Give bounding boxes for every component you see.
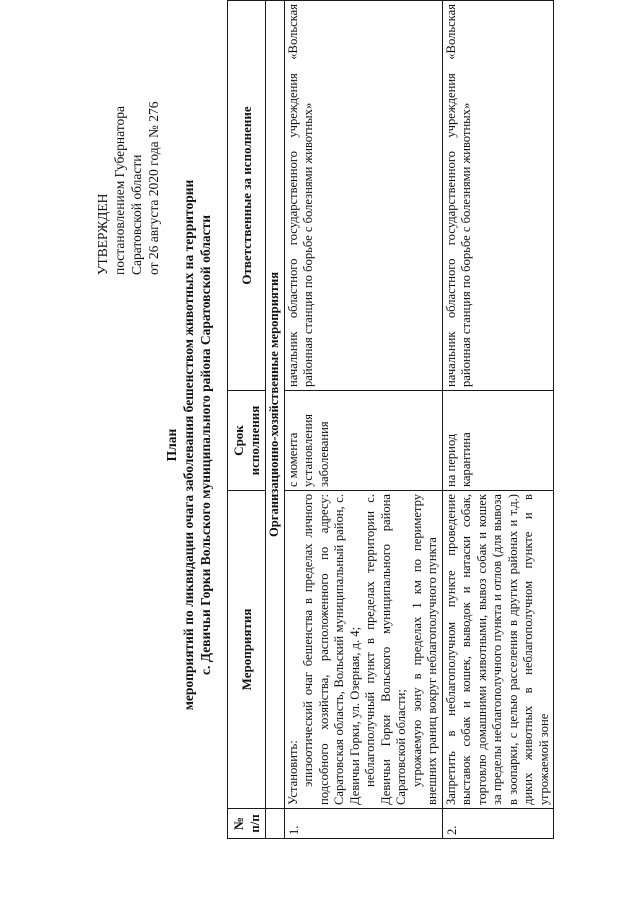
row-term: на период карантина	[442, 391, 554, 491]
plan-table	[227, 0, 554, 839]
title-line: с. Девичьи Горки Вольского муниципального района Саратовской области	[198, 215, 213, 675]
approval-line: постановлением Губернатора	[112, 106, 127, 275]
document-title	[163, 55, 214, 835]
row-responsible: начальник областного государственного учреждения «Вольская районная станция по борьбе с болезнями животных»	[284, 1, 442, 391]
approval-stamp	[94, 15, 162, 275]
header-number: № п/п	[228, 809, 266, 839]
title-plan: План	[164, 428, 179, 462]
measure-paragraph: эпизоотический очаг бешенства в пределах личного подсобного хозяйства, расположенного по адресу: Саратовская область, Вольский муниципальный район, с. Девичьи Горки, ул. Озерная, д. 4;	[301, 494, 362, 805]
row-number: 2.	[442, 809, 554, 839]
row-number: 1.	[284, 809, 442, 839]
table-row	[442, 1, 554, 839]
measure-paragraph: Запретить в неблагополучном пункте проведение выставок собак и кошек, выводок и натаски собак, торговлю домашними животными, вывоз собак и кошек за пределы неблагополучного пункта и отлов (для вывоза в зоопарки, с целью расселения в других районах и т.д.) диких животных в неблагополучном пункте и в угрожаемой зоне	[443, 494, 551, 805]
table-header-row	[228, 1, 266, 839]
header-responsible: Ответственные за исполнение	[228, 1, 266, 391]
measure-paragraph: угрожаемую зону в пределах 1 км по периметру внешних границ вокруг неблагополучного пункта	[409, 494, 439, 805]
section-title: Организационно-хозяйственные мероприятия	[266, 1, 285, 809]
title-line: мероприятий по ликвидации очага заболевания бешенством животных на территории	[181, 179, 196, 711]
approval-heading: УТВЕРЖДЕН	[95, 193, 110, 275]
measure-paragraph: неблагополучный пункт в пределах территории с. Девичьи Горки Вольского муниципального района Саратовской области;	[363, 494, 408, 805]
table-row	[284, 1, 442, 839]
row-term: с момента установления заболевания	[284, 391, 442, 491]
row-measures	[284, 491, 442, 809]
approval-line: Саратовской области	[129, 154, 144, 275]
row-measures	[442, 491, 554, 809]
section-row	[266, 1, 285, 839]
row-responsible: начальник областного государственного учреждения «Вольская районная станция по борьбе с болезнями животных»	[442, 1, 554, 391]
approval-date: от 26 августа 2020 года № 276	[146, 101, 161, 275]
header-term: Срок исполнения	[228, 391, 266, 491]
measure-paragraph: Установить:	[285, 740, 300, 805]
header-measures: Мероприятия	[228, 491, 266, 809]
